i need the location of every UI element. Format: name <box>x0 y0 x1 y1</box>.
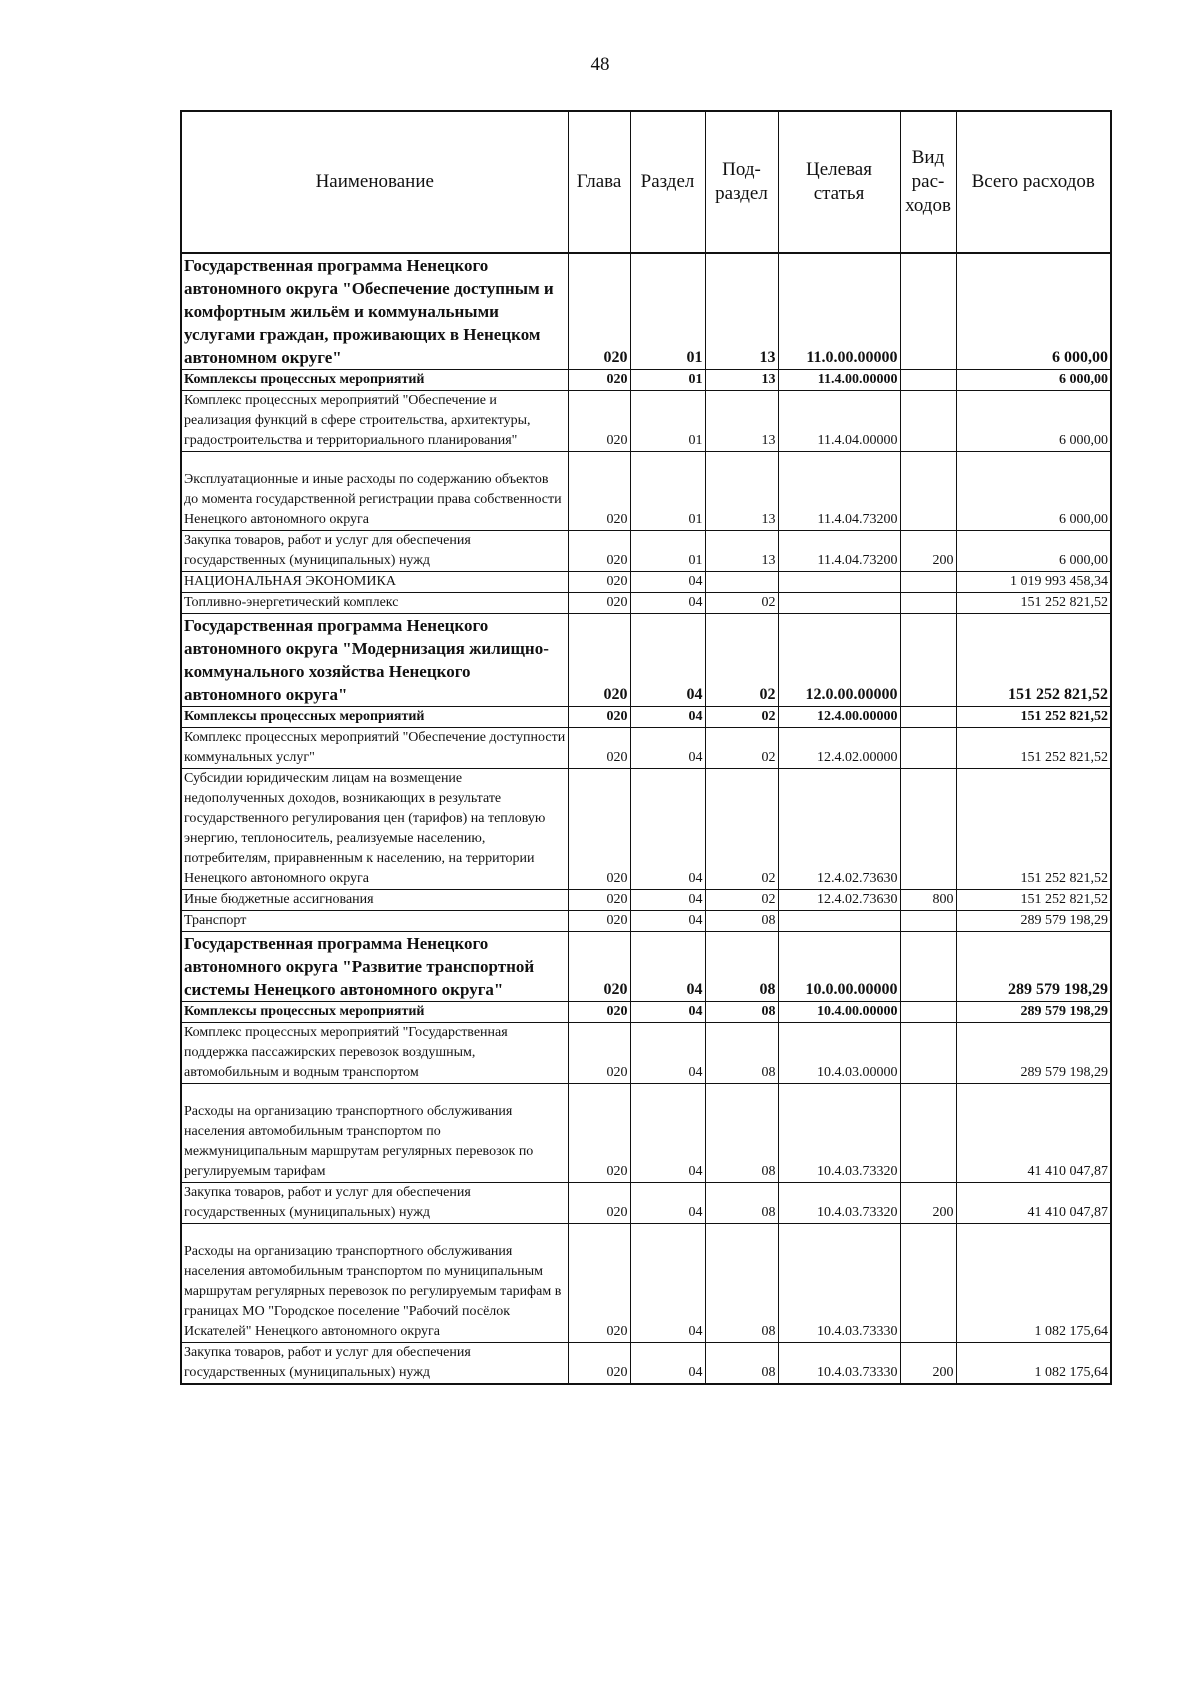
cell-vid: 200 <box>900 1343 956 1385</box>
cell-podrazdel: 08 <box>705 1224 778 1343</box>
table-row <box>181 1343 1111 1385</box>
cell-glava: 020 <box>568 1084 630 1183</box>
cell-total: 151 252 821,52 <box>956 707 1111 728</box>
cell-podrazdel: 02 <box>705 728 778 769</box>
header-podrazdel: Под- раздел <box>705 111 778 253</box>
cell-vid: 800 <box>900 890 956 911</box>
cell-total: 6 000,00 <box>956 452 1111 531</box>
cell-name: Закупка товаров, работ и услуг для обеспечения государственных (муниципальных) нужд <box>181 1183 568 1224</box>
cell-vid <box>900 769 956 890</box>
cell-glava: 020 <box>568 531 630 572</box>
cell-glava: 020 <box>568 932 630 1002</box>
cell-statya: 11.4.04.73200 <box>778 531 900 572</box>
cell-razdel: 04 <box>630 707 705 728</box>
cell-vid <box>900 932 956 1002</box>
cell-podrazdel: 08 <box>705 1002 778 1023</box>
cell-total: 289 579 198,29 <box>956 911 1111 932</box>
table-row <box>181 253 1111 370</box>
cell-podrazdel: 08 <box>705 1183 778 1224</box>
cell-podrazdel: 13 <box>705 370 778 391</box>
cell-razdel: 04 <box>630 593 705 614</box>
table-row <box>181 707 1111 728</box>
cell-podrazdel: 02 <box>705 593 778 614</box>
cell-vid <box>900 572 956 593</box>
cell-glava: 020 <box>568 1002 630 1023</box>
cell-total: 151 252 821,52 <box>956 593 1111 614</box>
cell-razdel: 04 <box>630 911 705 932</box>
cell-podrazdel: 02 <box>705 890 778 911</box>
cell-total: 151 252 821,52 <box>956 614 1111 707</box>
cell-total: 1 019 993 458,34 <box>956 572 1111 593</box>
cell-statya: 12.4.02.73630 <box>778 890 900 911</box>
cell-razdel: 01 <box>630 253 705 370</box>
cell-name: Закупка товаров, работ и услуг для обеспечения государственных (муниципальных) нужд <box>181 531 568 572</box>
cell-razdel: 04 <box>630 1084 705 1183</box>
cell-statya: 10.0.00.00000 <box>778 932 900 1002</box>
cell-podrazdel <box>705 572 778 593</box>
cell-vid: 200 <box>900 1183 956 1224</box>
cell-glava: 020 <box>568 452 630 531</box>
cell-name: Транспорт <box>181 911 568 932</box>
table-row <box>181 391 1111 452</box>
cell-razdel: 04 <box>630 614 705 707</box>
cell-vid <box>900 391 956 452</box>
cell-podrazdel: 08 <box>705 1343 778 1385</box>
cell-name: Государственная программа Ненецкого автономного округа "Модернизация жилищно-коммунального хозяйства Ненецкого автономного округа" <box>181 614 568 707</box>
cell-name: Комплекс процессных мероприятий "Обеспечение и реализация функций в сфере строительства, архитектуры, градостроительства и территориального планирования" <box>181 391 568 452</box>
table-row <box>181 614 1111 707</box>
table-row <box>181 1183 1111 1224</box>
table-body <box>181 253 1111 1384</box>
header-statya: Целевая статья <box>778 111 900 253</box>
cell-razdel: 04 <box>630 572 705 593</box>
table-row <box>181 1023 1111 1084</box>
cell-name: Расходы на организацию транспортного обслуживания населения автомобильным транспортом по муниципальным маршрутам регулярных перевозок по регулируемым тарифам в границах МО "Городское поселение "Рабочий посёлок Искателей" Ненецкого автономного округа <box>181 1224 568 1343</box>
table-row <box>181 769 1111 890</box>
cell-razdel: 01 <box>630 370 705 391</box>
cell-total: 6 000,00 <box>956 391 1111 452</box>
table-row <box>181 1002 1111 1023</box>
cell-statya: 10.4.03.73320 <box>778 1084 900 1183</box>
cell-name: Субсидии юридическим лицам на возмещение недополученных доходов, возникающих в результате государственного регулирования цен (тарифов) на тепловую энергию, теплоноситель, реализуемые населению, потребителям, приравненным к населению, на территории Ненецкого автономного округа <box>181 769 568 890</box>
cell-podrazdel: 13 <box>705 391 778 452</box>
cell-glava: 020 <box>568 1343 630 1385</box>
cell-statya <box>778 572 900 593</box>
cell-glava: 020 <box>568 728 630 769</box>
cell-glava: 020 <box>568 769 630 890</box>
cell-name: Закупка товаров, работ и услуг для обеспечения государственных (муниципальных) нужд <box>181 1343 568 1385</box>
table-row <box>181 1084 1111 1183</box>
table-row <box>181 572 1111 593</box>
cell-glava: 020 <box>568 911 630 932</box>
cell-razdel: 04 <box>630 769 705 890</box>
cell-name: Комплекс процессных мероприятий "Обеспечение доступности коммунальных услуг" <box>181 728 568 769</box>
cell-statya <box>778 911 900 932</box>
cell-glava: 020 <box>568 1224 630 1343</box>
cell-total: 289 579 198,29 <box>956 1002 1111 1023</box>
cell-name: НАЦИОНАЛЬНАЯ ЭКОНОМИКА <box>181 572 568 593</box>
cell-statya: 11.4.04.73200 <box>778 452 900 531</box>
cell-vid: 200 <box>900 531 956 572</box>
cell-razdel: 04 <box>630 1002 705 1023</box>
cell-razdel: 01 <box>630 452 705 531</box>
table-row <box>181 728 1111 769</box>
cell-statya: 10.4.03.73330 <box>778 1224 900 1343</box>
cell-podrazdel: 08 <box>705 911 778 932</box>
cell-glava: 020 <box>568 370 630 391</box>
cell-total: 41 410 047,87 <box>956 1183 1111 1224</box>
cell-glava: 020 <box>568 593 630 614</box>
cell-glava: 020 <box>568 890 630 911</box>
cell-podrazdel: 08 <box>705 1023 778 1084</box>
budget-table <box>180 110 1112 1385</box>
cell-razdel: 04 <box>630 1183 705 1224</box>
page-number: 48 <box>590 54 610 75</box>
cell-total: 1 082 175,64 <box>956 1343 1111 1385</box>
cell-statya: 12.4.02.73630 <box>778 769 900 890</box>
table-row <box>181 531 1111 572</box>
cell-statya: 11.4.04.00000 <box>778 391 900 452</box>
cell-name: Эксплуатационные и иные расходы по содержанию объектов до момента государственной регистрации права собственности Ненецкого автономного округа <box>181 452 568 531</box>
cell-name: Государственная программа Ненецкого автономного округа "Развитие транспортной системы Ненецкого автономного округа" <box>181 932 568 1002</box>
cell-total: 1 082 175,64 <box>956 1224 1111 1343</box>
header-total: Всего расходов <box>956 111 1111 253</box>
cell-podrazdel: 02 <box>705 707 778 728</box>
cell-statya: 10.4.00.00000 <box>778 1002 900 1023</box>
cell-name: Комплексы процессных мероприятий <box>181 707 568 728</box>
cell-razdel: 01 <box>630 531 705 572</box>
cell-total: 151 252 821,52 <box>956 769 1111 890</box>
cell-glava: 020 <box>568 1183 630 1224</box>
header-razdel: Раздел <box>630 111 705 253</box>
cell-statya: 12.4.02.00000 <box>778 728 900 769</box>
table-row <box>181 932 1111 1002</box>
cell-razdel: 04 <box>630 1343 705 1385</box>
cell-vid <box>900 1023 956 1084</box>
table-row <box>181 890 1111 911</box>
cell-total: 151 252 821,52 <box>956 728 1111 769</box>
cell-podrazdel: 13 <box>705 531 778 572</box>
cell-statya: 11.4.00.00000 <box>778 370 900 391</box>
cell-statya: 11.0.00.00000 <box>778 253 900 370</box>
table-row <box>181 452 1111 531</box>
cell-name: Расходы на организацию транспортного обслуживания населения автомобильным транспортом по межмуниципальным маршрутам регулярных перевозок по регулируемым тарифам <box>181 1084 568 1183</box>
cell-razdel: 04 <box>630 890 705 911</box>
header-vid: Вид рас- ходов <box>900 111 956 253</box>
cell-vid <box>900 370 956 391</box>
cell-statya: 10.4.03.00000 <box>778 1023 900 1084</box>
table-row <box>181 911 1111 932</box>
cell-vid <box>900 452 956 531</box>
cell-razdel: 04 <box>630 932 705 1002</box>
cell-vid <box>900 593 956 614</box>
cell-total: 151 252 821,52 <box>956 890 1111 911</box>
table-row <box>181 593 1111 614</box>
cell-vid <box>900 728 956 769</box>
cell-vid <box>900 614 956 707</box>
cell-total: 6 000,00 <box>956 370 1111 391</box>
cell-vid <box>900 1224 956 1343</box>
cell-podrazdel: 08 <box>705 1084 778 1183</box>
cell-statya <box>778 593 900 614</box>
cell-podrazdel: 02 <box>705 769 778 890</box>
cell-statya: 10.4.03.73330 <box>778 1343 900 1385</box>
cell-name: Топливно-энергетический комплекс <box>181 593 568 614</box>
cell-name: Комплексы процессных мероприятий <box>181 370 568 391</box>
cell-vid <box>900 1002 956 1023</box>
cell-glava: 020 <box>568 253 630 370</box>
cell-total: 6 000,00 <box>956 531 1111 572</box>
cell-razdel: 04 <box>630 728 705 769</box>
cell-name: Комплексы процессных мероприятий <box>181 1002 568 1023</box>
cell-razdel: 01 <box>630 391 705 452</box>
cell-vid <box>900 911 956 932</box>
cell-glava: 020 <box>568 391 630 452</box>
cell-statya: 10.4.03.73320 <box>778 1183 900 1224</box>
cell-vid <box>900 253 956 370</box>
cell-podrazdel: 13 <box>705 253 778 370</box>
cell-total: 289 579 198,29 <box>956 1023 1111 1084</box>
header-glava: Глава <box>568 111 630 253</box>
cell-total: 41 410 047,87 <box>956 1084 1111 1183</box>
cell-glava: 020 <box>568 1023 630 1084</box>
cell-total: 289 579 198,29 <box>956 932 1111 1002</box>
cell-name: Иные бюджетные ассигнования <box>181 890 568 911</box>
cell-total: 6 000,00 <box>956 253 1111 370</box>
table-header-row <box>181 111 1111 253</box>
cell-vid <box>900 707 956 728</box>
cell-podrazdel: 02 <box>705 614 778 707</box>
cell-razdel: 04 <box>630 1023 705 1084</box>
cell-glava: 020 <box>568 707 630 728</box>
cell-statya: 12.4.00.00000 <box>778 707 900 728</box>
cell-podrazdel: 08 <box>705 932 778 1002</box>
cell-name: Государственная программа Ненецкого автономного округа "Обеспечение доступным и комфортным жильём и коммунальными услугами граждан, проживающих в Ненецком автономном округе" <box>181 253 568 370</box>
table-row <box>181 370 1111 391</box>
table-row <box>181 1224 1111 1343</box>
header-name: Наименование <box>181 111 568 253</box>
cell-razdel: 04 <box>630 1224 705 1343</box>
cell-glava: 020 <box>568 572 630 593</box>
cell-podrazdel: 13 <box>705 452 778 531</box>
cell-vid <box>900 1084 956 1183</box>
cell-glava: 020 <box>568 614 630 707</box>
cell-statya: 12.0.00.00000 <box>778 614 900 707</box>
cell-name: Комплекс процессных мероприятий "Государственная поддержка пассажирских перевозок воздушным, автомобильным и водным транспортом <box>181 1023 568 1084</box>
